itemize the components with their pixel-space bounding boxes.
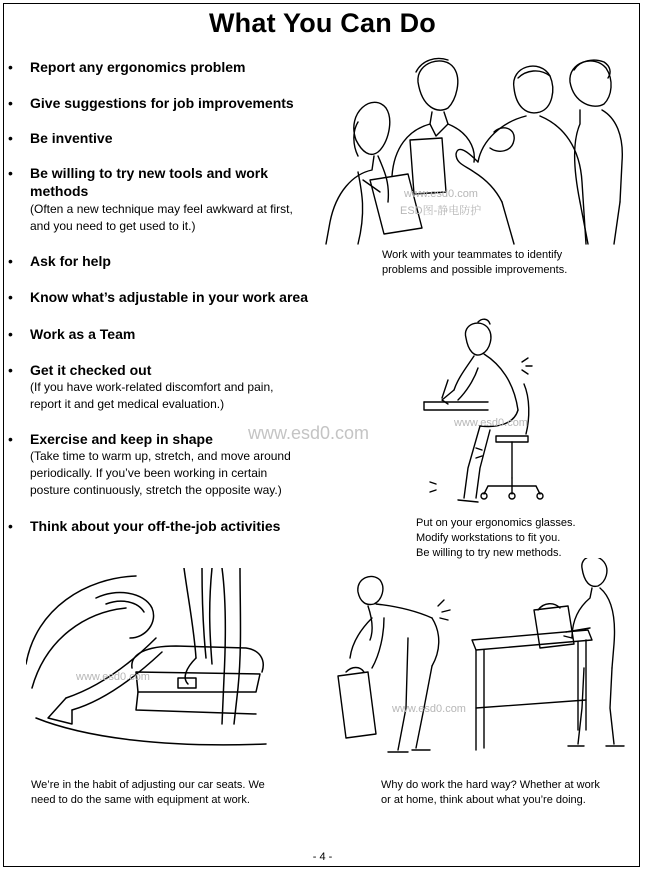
bullet-heading: Work as a Team (30, 326, 136, 342)
caption-line: Why do work the hard way? Whether at work (381, 779, 600, 791)
bullet-subtext (30, 379, 320, 413)
car-seat-adjustment-illustration (26, 568, 276, 756)
watermark-text: www.esd0.com (76, 671, 150, 683)
bullet-heading: Think about your off-the-job activities (30, 518, 281, 534)
bullet-heading: Report any ergonomics problem (30, 59, 246, 75)
bullet-heading: Ask for help (30, 253, 111, 269)
caption-line: We’re in the habit of adjusting our car seats. We (31, 779, 265, 791)
caption-line: need to do the same with equipment at work. (31, 794, 250, 806)
lifting-caption (381, 778, 600, 808)
bullet-dot-icon: • (8, 253, 13, 269)
glasses-caption (416, 516, 576, 561)
page-title: What You Can Do (209, 8, 436, 38)
bullet-heading (30, 164, 318, 200)
bullet-subtext (30, 448, 320, 499)
teammates-caption (382, 248, 567, 278)
caption-line: or at home, think about what you’re doing. (381, 794, 586, 806)
bullet-dot-icon: • (8, 95, 13, 111)
bullet-subtext-line: (Take time to warm up, stretch, and move around (30, 449, 291, 463)
bullet-heading: Know what’s adjustable in your work area (30, 289, 308, 305)
bullet-dot-icon: • (8, 59, 13, 75)
watermark-text: www.esd0.com (454, 417, 528, 429)
bullet-dot-icon: • (8, 431, 13, 447)
bullet-dot-icon: • (8, 362, 13, 378)
watermark-text: www.esd0.com (404, 188, 478, 200)
bullet-subtext-line: posture continuously, stretch the opposite way.) (30, 483, 282, 497)
bullet-heading: Give suggestions for job improvements (30, 95, 294, 111)
lifting-box-illustration (328, 558, 628, 764)
bullet-subtext-line: (Often a new technique may feel awkward at first, (30, 202, 293, 216)
car-caption (31, 778, 265, 808)
watermark-text: ESD图-静电防护 (400, 205, 482, 217)
page-number: - 4 - (312, 851, 333, 863)
bullet-dot-icon: • (8, 326, 13, 342)
caption-line: Work with your teammates to identify (382, 249, 563, 261)
bullet-subtext-line: report it and get medical evaluation.) (30, 397, 225, 411)
caption-line: Put on your ergonomics glasses. (416, 517, 576, 529)
bullet-heading-line: Be willing to try new tools and work (30, 165, 269, 181)
caption-line: Be willing to try new methods. (416, 547, 562, 559)
bullet-subtext-line: periodically. If you’ve been working in certain (30, 466, 268, 480)
bullet-dot-icon: • (8, 165, 13, 181)
seated-worker-illustration (418, 318, 548, 510)
bullet-subtext-line: and you need to get used to it.) (30, 219, 196, 233)
bullet-heading-line: methods (30, 183, 89, 199)
bullet-heading: Exercise and keep in shape (30, 431, 213, 447)
caption-line: Modify workstations to fit you. (416, 532, 561, 544)
bullet-dot-icon: • (8, 289, 13, 305)
watermark-text: www.esd0.com (248, 423, 370, 443)
bullet-heading: Be inventive (30, 130, 113, 146)
caption-line: problems and possible improvements. (382, 264, 568, 276)
bullet-heading: Get it checked out (30, 362, 152, 378)
bullet-subtext-line: (If you have work-related discomfort and pain, (30, 380, 274, 394)
bullet-dot-icon: • (8, 130, 13, 146)
bullet-subtext (30, 201, 320, 235)
bullet-dot-icon: • (8, 518, 13, 534)
watermark-text: www.esd0.com (392, 703, 466, 715)
